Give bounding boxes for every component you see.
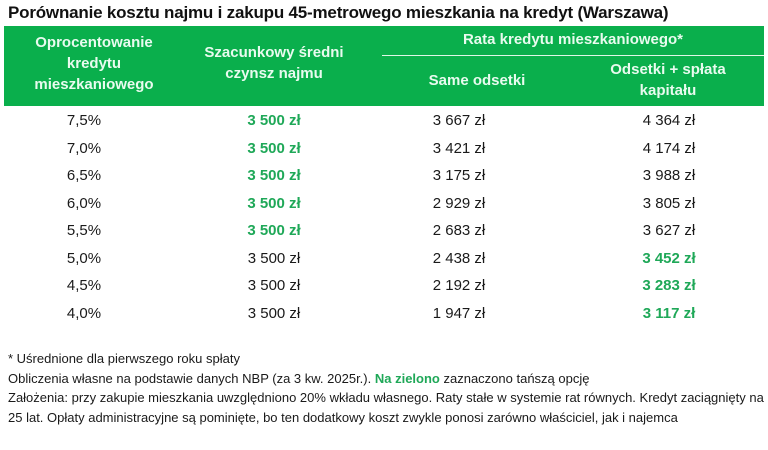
cell-interest-only: 2 192 zł [432,277,486,294]
cell-rate: 5,5% [66,222,102,239]
cell-interest-only: 3 667 zł [432,112,486,129]
cell-full-payment: 3 627 zł [642,222,696,239]
cell-full-payment: 4 174 zł [642,139,696,157]
header-line: kapitału [639,82,697,99]
cell-full-payment: 4 364 zł [642,112,696,129]
cell-rent: 3 500 zł [247,304,301,322]
cell-full-payment: 3 117 zł [642,304,696,322]
footnote-asterisk: * Uśrednione dla pierwszego roku spłaty [8,351,240,366]
cell-rate: 7,0% [66,139,102,157]
table-row [4,273,764,301]
header-estimated-rent [184,42,364,84]
header-interest-rate [4,32,184,95]
cell-rent: 3 500 zł [247,167,301,184]
cell-interest-only: 2 683 zł [432,222,486,239]
cell-rate: 6,0% [66,194,102,212]
header-interest-plus-principal [572,59,764,101]
table-row [4,136,764,164]
cell-rent: 3 500 zł [247,222,301,239]
cell-full-payment: 3 283 zł [642,277,696,294]
cell-rate: 5,0% [66,249,102,267]
table-header [4,26,764,106]
cell-interest-only: 3 175 zł [432,167,486,184]
header-line: Szacunkowy średni [204,44,344,61]
cell-rent: 3 500 zł [247,277,301,294]
cell-interest-only: 2 438 zł [432,249,486,267]
cell-full-payment: 3 452 zł [642,249,696,267]
header-divider [382,55,764,56]
header-line: kredytu [66,55,122,72]
source-text-after: zaznaczono tańszą opcję [439,370,590,386]
assumptions-note: Założenia: przy zakupie mieszkania uwzględniono 20% wkładu własnego. Raty stałe w systemie rat równych. Kredyt zaciągnięty na 25 lat. Opłaty administracyjne są pominięte, bo ten dodatkowy koszt zwykle ponosi zarówno właściciel, jak i najemca [8,390,764,425]
cell-rate: 6,5% [66,167,102,184]
cell-interest-only: 1 947 zł [432,304,486,322]
cell-rate: 7,5% [66,112,102,129]
cell-rate: 4,5% [66,277,102,294]
header-group-loan-installment: Rata kredytu mieszkaniowego* [462,31,684,48]
green-legend-text: Na zielono [374,370,440,386]
header-interest-only: Same odsetki [428,72,526,89]
table-row [4,218,764,246]
footnotes [8,349,764,427]
cell-rent: 3 500 zł [247,194,301,212]
table-row [4,246,764,274]
cell-interest-only: 3 421 zł [432,139,486,157]
header-line: Odsetki + spłata [610,61,726,78]
cell-rent: 3 500 zł [247,112,301,129]
cell-rent: 3 500 zł [247,139,301,157]
header-line: Oprocentowanie [35,34,153,51]
table-body [4,108,764,328]
source-text: Obliczenia własne na podstawie danych NBP (za 3 kw. 2025r.). [8,370,375,386]
source-note [8,369,764,389]
cell-rate: 4,0% [66,304,102,322]
table-title: Porównanie kosztu najmu i zakupu 45-metrowego mieszkania na kredyt (Warszawa) [8,3,669,22]
table-row [4,191,764,219]
header-line: czynsz najmu [225,65,323,82]
cell-full-payment: 3 805 zł [642,194,696,212]
table-row [4,163,764,191]
header-line: mieszkaniowego [34,76,154,93]
table-row [4,108,764,136]
cell-rent: 3 500 zł [247,249,301,267]
cell-full-payment: 3 988 zł [642,167,696,184]
cell-interest-only: 2 929 zł [432,194,486,212]
table-row [4,301,764,329]
